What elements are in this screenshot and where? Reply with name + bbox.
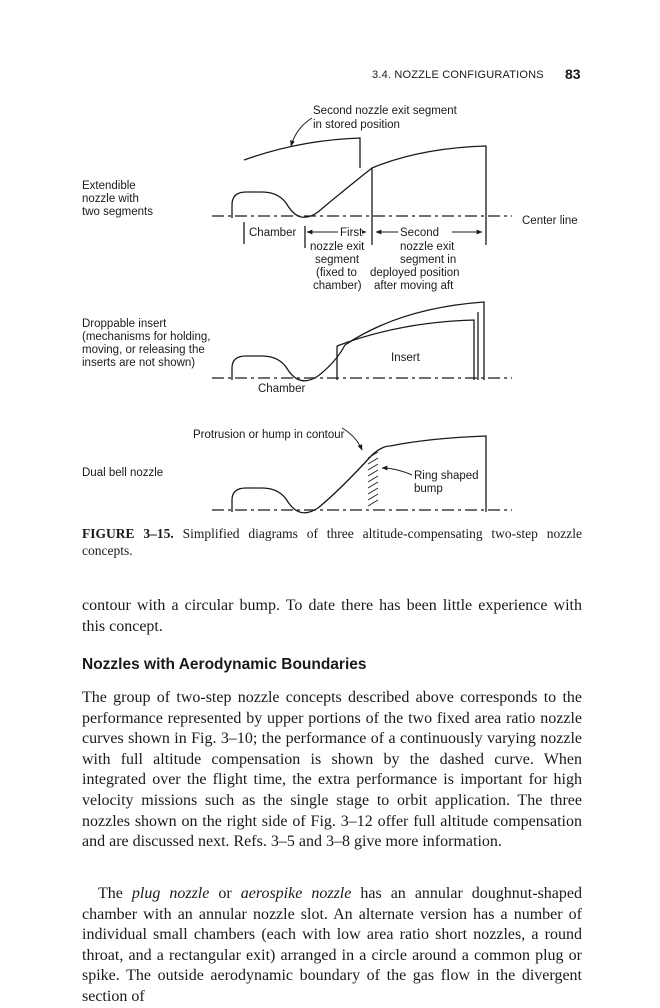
caption-text: Simplified diagrams of three altitude-compensating two-step nozzle concepts. [82, 526, 582, 558]
paragraph-2: The group of two-step nozzle concepts described above corresponds to the performance represented by upper portions of the two fixed area ratio nozzle curves shown in Fig. 3–10; the performance of a continuously varying nozzle with full altitude compensation is shown by the dashed curve. When integrated over the flight time, the extra performance is important for high velocity missions such as the single stage to orbit application. The three nozzles shown on the right side of Fig. 3–12 offer full altitude compensation and are discussed next. Refs. 3–5 and 3–8 give more information. [82, 689, 582, 851]
ring-leader [382, 468, 412, 475]
first-desc-1: nozzle exit [310, 241, 365, 253]
stored-second-segment [244, 138, 360, 168]
ring-label-1: Ring shaped [414, 470, 479, 482]
plug-nozzle-term: plug nozzle [131, 885, 210, 902]
ring-hatching [368, 452, 378, 506]
dual-bell-side-label: Dual bell nozzle [82, 467, 164, 479]
middle-side-label-1: Droppable insert [82, 318, 167, 330]
second-desc-2: segment in [400, 254, 457, 266]
section-heading: Nozzles with Aerodynamic Boundaries [82, 656, 367, 673]
insert-nozzle-contour [232, 302, 484, 381]
insert-inner-contour [337, 320, 474, 380]
second-label: Second [400, 227, 440, 239]
droppable-insert-diagram [212, 302, 512, 381]
middle-side-label-3: moving, or releasing the [82, 344, 205, 356]
ring-label-2: bump [414, 483, 443, 495]
first-desc-4: chamber) [313, 280, 362, 292]
annotation-leader-bottom [342, 428, 362, 450]
running-header: 3.4. NOZZLE CONFIGURATIONS [372, 69, 544, 81]
insert-label: Insert [391, 352, 420, 364]
second-desc-4: after moving aft [374, 280, 454, 292]
middle-side-label-2: (mechanisms for holding, [82, 331, 211, 343]
first-desc-2: segment [315, 254, 360, 266]
annotation-line-2: in stored position [313, 119, 400, 131]
top-side-label-2: nozzle with [82, 193, 139, 205]
top-side-label-3: two segments [82, 206, 153, 218]
aerospike-nozzle-term: aerospike nozzle [240, 885, 352, 902]
top-side-label-1: Extendible [82, 180, 136, 192]
paragraph-3-lead: The [98, 885, 132, 902]
second-desc-3: deployed position [370, 267, 460, 279]
middle-side-label-4: inserts are not shown) [82, 357, 196, 369]
second-desc-1: nozzle exit [400, 241, 455, 253]
figure-caption [82, 525, 582, 559]
first-desc-3: (fixed to [316, 267, 357, 279]
paragraph-3-rest: has an annular doughnut-shaped chamber with an annular nozzle slot. An alternate version has a number of individual small chambers (each with low area ratio short nozzles, a round throat, and a rectangular exit) arranged in a circle around a common plug or spike. The outside aerodynamic boundary of the gas flow in the divergent section of [82, 885, 583, 1005]
paragraph-3 [82, 884, 582, 1008]
annotation-line-1: Second nozzle exit segment [313, 105, 457, 117]
page-number: 83 [565, 66, 581, 82]
annotation-leader-top [291, 118, 312, 146]
top-chamber-label: Chamber [249, 227, 297, 239]
caption-label: FIGURE 3–15. [82, 526, 174, 541]
middle-chamber-label: Chamber [258, 383, 306, 395]
paragraph-3-or: or [209, 885, 241, 902]
center-line-label: Center line [522, 215, 578, 227]
paragraph-1: contour with a circular bump. To date there has been little experience with this concept. [82, 597, 582, 635]
first-label: First [340, 227, 363, 239]
protrusion-annotation: Protrusion or hump in contour [193, 429, 345, 441]
